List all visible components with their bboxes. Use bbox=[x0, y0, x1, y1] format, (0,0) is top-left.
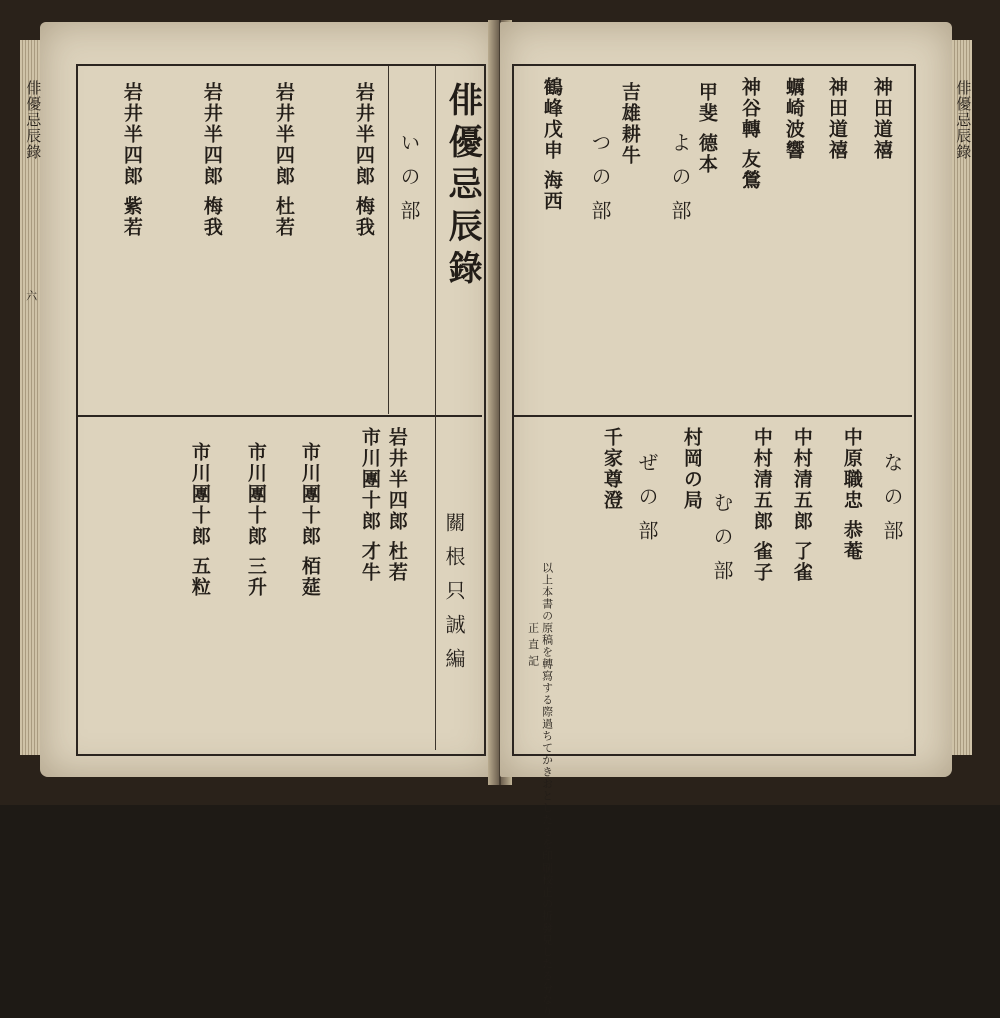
entry-name: 岩井半四郎 紫若 bbox=[120, 82, 143, 238]
book-title: 俳優忌辰錄 bbox=[442, 82, 483, 292]
entry-name: 千家尊澄 bbox=[600, 427, 623, 511]
section-heading-ze: ぜの部 bbox=[635, 452, 659, 554]
entry-name: 吉雄耕牛 bbox=[618, 82, 641, 166]
entry-name: 村岡の局 bbox=[680, 427, 703, 511]
entry-name: 岩井半四郎 梅我 bbox=[200, 82, 223, 238]
entry-name: 市川團十郎 栢莚 bbox=[298, 442, 321, 598]
entry-name: 神谷轉 友鶯 bbox=[738, 77, 761, 191]
left-middle-rule bbox=[76, 415, 482, 417]
entry-name: 岩井半四郎 梅我 bbox=[352, 82, 375, 238]
entry-name: 市川團十郎 五粒 bbox=[188, 442, 211, 598]
entry-name: 市川團十郎 三升 bbox=[244, 442, 267, 598]
entry-name: 甲斐 德本 bbox=[695, 82, 718, 175]
entry-name: 岩井半四郎 杜若 bbox=[385, 427, 408, 583]
right-middle-rule bbox=[512, 415, 912, 417]
right-page bbox=[500, 22, 952, 1018]
entry-name: 神田道禧 bbox=[870, 77, 893, 161]
left-page bbox=[40, 22, 498, 777]
entry-name: 鶴峰戊申 海西 bbox=[540, 77, 563, 212]
spine-title: 俳優忌辰錄 bbox=[24, 80, 43, 160]
entry-name: 蠣崎波響 bbox=[782, 77, 805, 161]
entry-name: 岩井半四郎 杜若 bbox=[272, 82, 295, 238]
entry-name: 中村清五郎 了雀 bbox=[790, 427, 813, 583]
signature: 正 直 記 bbox=[526, 622, 540, 667]
entry-name: 神田道禧 bbox=[825, 77, 848, 161]
section-heading-i: いの部 bbox=[397, 132, 421, 234]
entry-name: 中原職忠 恭菴 bbox=[840, 427, 863, 562]
section-heading-yo: よの部 bbox=[668, 132, 692, 234]
page-number: 六 bbox=[24, 290, 38, 302]
section-heading-na: なの部 bbox=[880, 452, 904, 554]
section-heading-tsu: つの部 bbox=[588, 132, 612, 234]
spine-title-right: 俳優忌辰錄 bbox=[954, 80, 973, 160]
colophon-note: 以上本書の原稿を轉寫する際過ちてかきおとしたるを印刷校正の折發見したる分なり bbox=[540, 562, 554, 1018]
entry-name: 中村清五郎 雀子 bbox=[750, 427, 773, 583]
editor-credit: 關根只誠編 bbox=[442, 512, 466, 682]
section-heading-mu: むの部 bbox=[710, 492, 734, 594]
entry-name: 市川團十郎 才牛 bbox=[358, 427, 381, 583]
